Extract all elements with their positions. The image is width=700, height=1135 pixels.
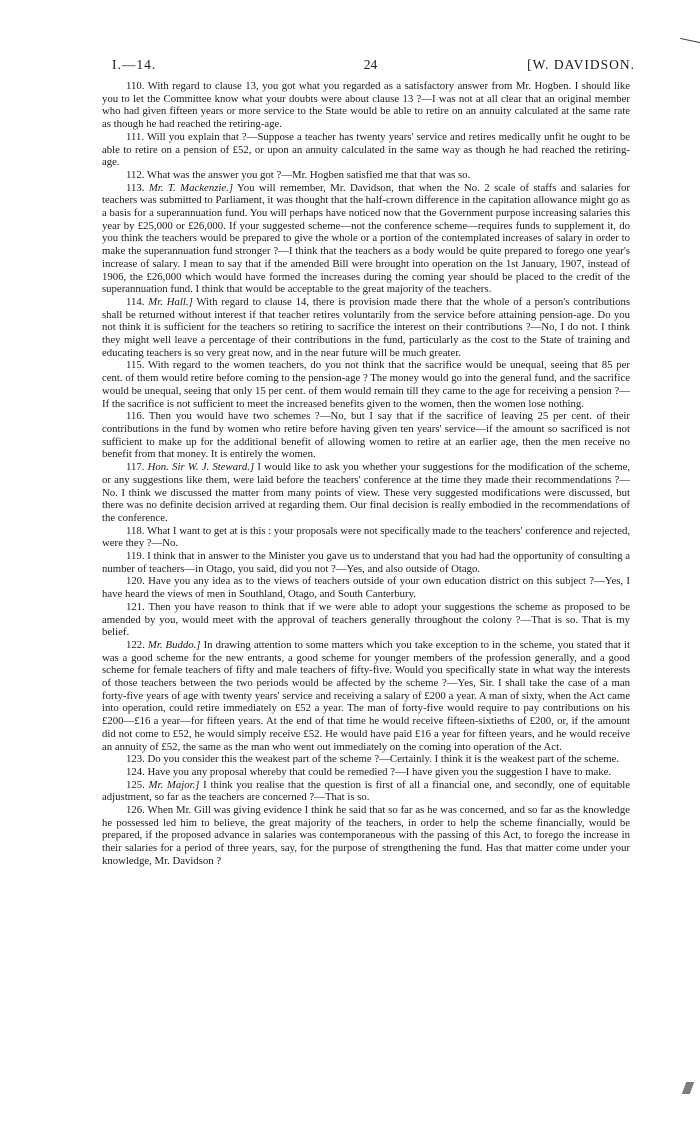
paragraph [102,766,630,779]
paragraph-number: 121. [126,600,145,613]
paragraph [102,296,630,360]
paragraph-text: Then you would have two schemes ?—No, but I say that if the sacrifice of leaving 25 per cent. of their contributions in the fund by women who retire before having given ten years' service—if the amount so sacrificed is not sufficient to make up for the additional benefit of allowing women to retire at an earlier age, then the men receive no benefit from that money. It is entirely the women. [102,410,630,461]
document-reference: I.—14. [112,57,157,72]
paragraph-number: 123. [126,753,145,766]
paragraph-text: When Mr. Gill was giving evidence I think he said that so far as he was concerned, and so far as the knowledge he possessed led him to believe, the great majority of the teachers, in order to help the scheme financially, would be prepared, if the proposed advance in salaries was contemporaneous with the passing of this Act, to forego the increase in their salaries for a period of three years, say, for the purpose of strengthening the fund. Has that matter come under your knowledge, Mr. Davidson ? [102,804,631,867]
paragraph-number: 126. [126,804,145,817]
witness-name: [W. DAVIDSON. [527,57,635,72]
paragraph-number: 114. [126,295,145,308]
page-number: 24 [363,57,378,72]
paragraph-text: Then you have reason to think that if we were able to adopt your suggestions the scheme as proposed to be amended by you, would meet with the approval of teachers generally throughout the colony ?—That is so. That is my belief. [102,600,630,639]
paragraph-number: 125. [126,778,145,791]
paragraph [102,131,630,169]
paragraph-text: I think that in answer to the Minister you gave us to understand that you had had the opportunity of consulting a number of teachers—in Otago, you said, did you not ?—Yes, and also outside of Otago. [102,550,630,575]
margin-mark [682,1082,694,1094]
paragraph [102,182,630,296]
paragraph-number: 111. [126,130,145,143]
paragraph-text: In drawing attention to some matters which you take exception to in the scheme, you stated that it was a good scheme for the new entrants, a good scheme for younger members of the profession generally, and a good scheme for female teachers of fifty and male teachers of fifty-five. Would you specifically state in what way the interests of those teachers between the two periods would be affected by the scheme ?—Yes, Sir. I shall take the case of a man forty-five years of age with twenty years' service and receiving a salary of £200 a year. A man of sixty, when the Act came into operation, could retire immediately on £52 a year. The man of forty-five would require to pay contributions on his £200—£16 a year—for fifteen years. At the end of that time he would receive fifteen-sixtieths of £200, or, if the amount did not come to £52, he would simply receive £52. He would have paid £16 a year for fifteen years, and he would receive an annuity of £52, the same as the man who went out immediately on the coming into operation of the Act. [102,638,631,753]
paragraph-number: 110. [126,80,145,92]
paragraph [102,461,630,525]
paragraph [102,410,630,461]
paragraph-text: Have you any proposal whereby that could be remedied ?—I have given you the suggestion I have to make. [147,765,612,778]
paragraph-text: Will you explain that ?—Suppose a teacher has twenty years' service and retires medically unfit he ought to be able to retire on a pension of £52, or upon an annuity calculated in the same way as though he had reached the retiring-age. [102,130,631,169]
paragraph [102,753,630,766]
paragraph-text: What was the answer you got ?—Mr. Hogben satisfied me that that was so. [146,168,471,181]
paragraph-text: Have you any idea as to the views of teachers outside of your own education district on this subject ?—Yes, I have heard the views of men in Southland, Otago, and South Canterbury. [102,575,630,601]
margin-mark [680,38,700,45]
paragraph-text: I would like to ask you whether your suggestions for the modification of the scheme, or any suggestions like them, were laid before the teachers' conference at the time they made their recommendations ?—No. I think we discussed the matter from many points of view. These very suggested modifications were discussed, but there was no definite decision arrived at regarding them. Our final decision is really embodied in the recommendations of the conference. [102,461,631,524]
paragraph [102,80,630,131]
paragraph-text: With regard to the women teachers, do you not think that the sacrifice would be unequal, seeing that 85 per cent. of them would retire before coming to the pension-age ? The money would go into the general fund, and the sacrifice would be unequal, seeing that only 15 per cent. of them would remain till they came to the age for receiving a pension ?—If the sacrifice is not sufficient to meet the increased benefits given to the women, then the women lose nothing. [102,359,630,410]
paragraph-number: 117. [126,461,145,474]
paragraph-number: 124. [126,765,145,778]
paragraph [102,779,630,804]
paragraph [102,169,630,182]
paragraph-text: With regard to clause 14, there is provision made there that the whole of a person's contributions shall be returned without interest if that teacher retires voluntarily from the service before attaining pension-age. Do you not think it is sufficient for the teachers so retiring to sacrifice the interest on their contributions ?—No, I do not. I think they might well leave a percentage of their contributions in the fund, particularly as the cost to the State of training and educating teachers is so very great now, and in the near future will be much greater. [102,295,631,359]
paragraph-text: Do you consider this the weakest part of the scheme ?—Certainly. I think it is the weakest part of the scheme. [147,753,620,766]
paragraph-text: What I want to get at is this : your proposals were not specifically made to the teachers' conference and rejected, were they ?—No. [102,524,631,550]
paragraph-text: You will remember, Mr. Davidson, that when the No. 2 scale of staffs and salaries for teachers was submitted to Parliament, it was thought that the half-crown difference in the capitation allowance might go as a basis for a superannuation fund. You will perhaps have noticed now that the Government purpose increasing salaries this year by £25,000 or £26,000. If your suggested scheme—not the conference scheme—requires funds to supplement it, do you think the teachers would be prepared to give the whole or a portion of the contemplated increases of salary in order to make the superannuation fund stronger ?—I think that the teachers as a body would be quite prepared to forego one year's increase of salary. I mean to say that if the amended Bill were brought into operation on the 1st January, 1907, instead of 1906, the £26,000 which would have formed the increases during the coming year should be placed to the credit of the superannuation fund. I think that would be acceptable to the great majority of the teachers. [102,181,630,296]
speaker-label: Mr. Buddo.] [147,638,201,651]
paragraph-number: 115. [126,359,145,372]
document-body [102,80,630,868]
speaker-label: Mr. Hall.] [148,295,193,308]
paragraph [102,550,630,575]
paragraph [102,639,630,753]
paragraph [102,601,630,639]
paragraph-number: 116. [126,410,145,423]
paragraph-number: 112. [126,168,145,181]
paragraph [102,359,630,410]
speaker-label: Hon. Sir W. J. Steward.] [147,461,255,474]
speaker-label: Mr. Major.] [148,778,200,791]
speaker-label: Mr. T. Mackenzie.] [148,181,234,194]
paragraph-number: 120. [126,575,145,588]
paragraph [102,525,630,550]
paragraph [102,575,630,600]
page-header [112,57,635,75]
paragraph-number: 122. [126,638,145,651]
paragraph-number: 119. [126,550,145,563]
paragraph-number: 113. [126,181,145,194]
paragraph-text: I think you realise that the question is first of all a financial one, and secondly, one of equitable adjustment, so far as the teachers are concerned ?—That is so. [102,778,631,804]
paragraph [102,804,630,868]
paragraph-number: 118. [126,524,145,537]
paragraph-text: With regard to clause 13, you got what you regarded as a satisfactory answer from Mr. Hogben. I should like you to let the Committee know what your doubts were about clause 13 ?—I was not at all clear that an original member who had given fifteen years or more service to the State would be able to retire on an annuity calculated at the same rate as though he had reached the retiring-age. [102,80,630,131]
